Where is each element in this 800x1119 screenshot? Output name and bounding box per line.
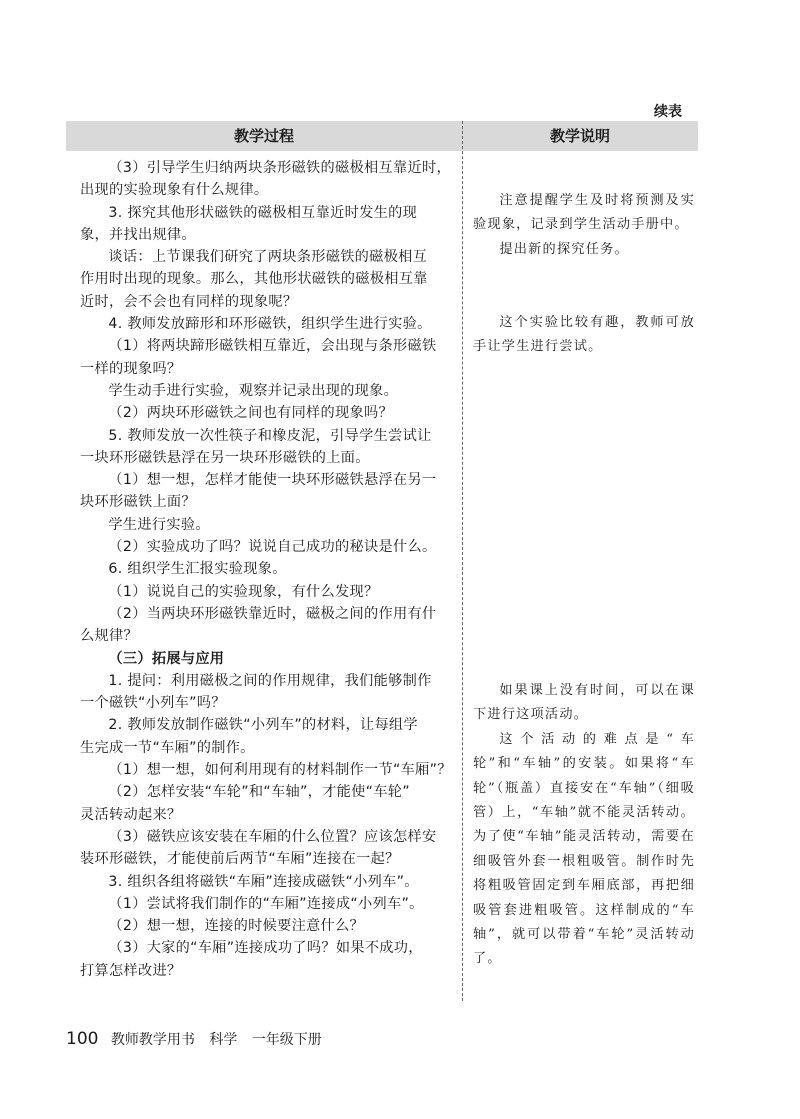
process-line: 近时，会不会也有同样的现象呢？ [80,293,298,310]
process-line: 1. 提问：利用磁极之间的作用规律，我们能够制作 [108,672,432,689]
book-title: 教师教学用书 [110,1032,195,1048]
process-line: （3）大家的“车厢”连接成功了吗？如果不成功， [108,940,423,957]
process-line: （2）实验成功了吗？说说自己成功的秘诀是什么。 [108,539,437,556]
process-line: 出现的实验现象有什么规律。 [80,182,269,199]
note-paragraph: 如果课上没有时间，可以在课下进行这项活动。 [473,683,695,723]
process-line: 4. 教师发放蹄形和环形磁铁，组织学生进行实验。 [108,316,432,333]
lesson-table [66,121,698,1001]
process-line: （2）想一想，连接的时候要注意什么？ [108,918,365,935]
process-line: 打算怎样改进？ [80,962,182,979]
process-line: 一样的现象吗？ [80,360,182,377]
process-line: （三）拓展与应用 [108,650,225,667]
process-line: （2）两块环形磁铁之间也有同样的现象吗？ [108,405,393,422]
page-footer [66,1029,332,1049]
process-line: 2. 教师发放制作磁铁“小列车”的材料，让每组学 [108,717,418,734]
process-line: 学生进行实验。 [108,516,210,533]
process-line: 象，并找出规律。 [80,226,196,243]
header-teaching-process: 教学过程 [233,127,294,145]
note-paragraph: 提出新的探究任务。 [499,241,629,257]
teaching-notes-group-1 [473,189,695,262]
continued-label: 续表 [654,104,682,120]
process-line: 学生动手进行实验，观察并记录出现的现象。 [108,382,399,399]
process-line: （1）想一想，怎样才能使一块环形磁铁悬浮在另一 [108,472,437,489]
process-line: 么规律？ [80,628,138,645]
note-paragraph: 这个活动的难点是“车轮”和“车轴”的安装。如果将“车轮”（瓶盖）直接安在“车轴”（细吸管）上，“车轴”就不能灵活转动。为了使“车轴”能灵活转动，需要在细吸管外套一根粗吸管。制作时先将粗吸管固定到车厢底部，再把细吸管套进粗吸管。这样制成的“车轴”，就可以带着“车轮”灵活转动了。 [473,731,695,967]
page-number: 100 [66,1029,99,1049]
process-line: 一个磁铁“小列车”吗？ [80,695,226,712]
process-line: 5. 教师发放一次性筷子和橡皮泥，引导学生尝试让 [108,427,432,444]
process-line: （3）磁铁应该安装在车厢的什么位置？应该怎样安 [108,828,437,845]
column-divider [462,121,463,1001]
process-line: 一块环形磁铁悬浮在另一块环形磁铁的上面。 [80,449,370,466]
process-line: （1）将两块蹄形磁铁相互靠近，会出现与条形磁铁 [108,338,437,355]
process-line: （1）尝试将我们制作的“车厢”连接成“小列车”。 [108,895,424,912]
process-line: （2）当两块环形磁铁靠近时，磁极之间的作用有什 [108,605,437,622]
process-line: 3. 组织各组将磁铁“车厢”连接成磁铁“小列车”。 [108,873,419,890]
process-line: （1）说说自己的实验现象，有什么发现？ [108,583,379,600]
header-teaching-notes: 教学说明 [549,127,610,145]
teaching-process-column [80,157,460,982]
table-header [66,121,698,151]
grade-label: 一年级下册 [251,1032,322,1048]
subject-label: 科学 [209,1032,238,1048]
process-line: 块环形磁铁上面？ [80,494,196,511]
process-line: 谈话：上节课我们研究了两块条形磁铁的磁极相互 [108,249,428,266]
process-line: （3）引导学生归纳两块条形磁铁的磁极相互靠近时， [108,160,451,176]
process-line: 3. 探究其他形状磁铁的磁极相互靠近时发生的现 [108,204,418,221]
process-line: 灵活转动起来？ [80,806,182,823]
process-line: （2）怎样安装“车轮”和“车轴”，才能使“车轮” [108,784,410,801]
process-line: 作用时出现的现象。那么，其他形状磁铁的磁极相互靠 [80,271,428,288]
process-line: （1）想一想，如何利用现有的材料制作一节“车厢”？ [108,762,452,779]
process-line: 6. 组织学生汇报实验现象。 [108,561,287,578]
process-line: 装环形磁铁，才能使前后两节“车厢”连接在一起？ [80,851,400,868]
process-line: 生完成一节“车厢”的制作。 [80,739,255,756]
teaching-notes-group-2 [473,311,695,360]
teaching-notes-group-3 [473,679,695,972]
note-paragraph: 注意提醒学生及时将预测及实验现象，记录到学生活动手册中。 [473,193,695,233]
note-paragraph: 这个实验比较有趣，教师可放手让学生进行尝试。 [473,315,695,355]
